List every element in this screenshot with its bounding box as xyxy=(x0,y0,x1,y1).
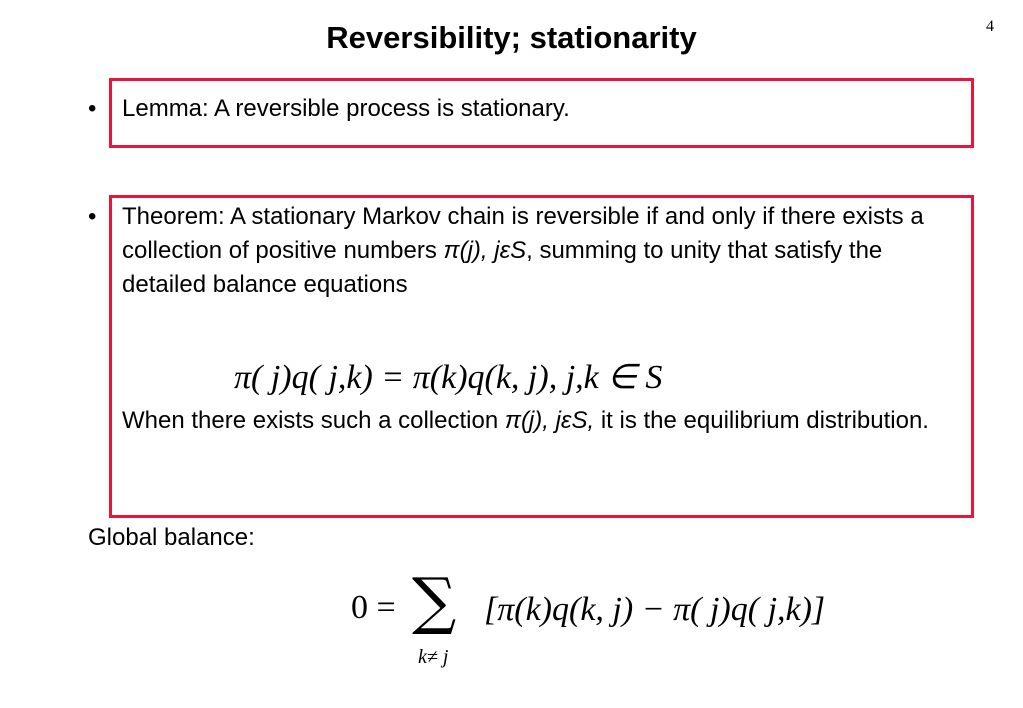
theorem-text-end: , summing to unity that satisfy the detailed balance equations xyxy=(122,237,883,298)
theorem-set-notation: π(j), jεS xyxy=(443,237,527,264)
lemma-text: Lemma: A reversible process is stationary. xyxy=(122,95,570,122)
sum-symbol: ∑ xyxy=(412,564,457,637)
sum-subscript: k≠ j xyxy=(418,646,449,668)
theorem-text-start: Theorem: A stationary Markov chain is reversible if and only if there exists a collection of positive numbers xyxy=(122,203,924,264)
detailed-balance-equation: π( j)q( j,k) = π(k)q(k, j), j,k ∈ S xyxy=(234,359,663,396)
note-set-notation: π(j), jεS, xyxy=(504,407,595,434)
bullet-theorem: • xyxy=(88,203,97,230)
sum-rhs: [π(k)q(k, j) − π( j)q( j,k)] xyxy=(484,591,826,628)
slide-title: Reversibility; stationarity xyxy=(326,20,697,55)
theorem-text xyxy=(122,200,970,302)
sum-lhs: 0 = xyxy=(351,589,396,626)
note-end: it is the equilibrium distribution. xyxy=(594,407,929,434)
equilibrium-note xyxy=(122,404,970,438)
bullet-lemma: • xyxy=(88,95,97,122)
global-balance-label: Global balance: xyxy=(88,524,255,551)
note-start: When there exists such a collection xyxy=(122,407,505,434)
page-number: 4 xyxy=(986,18,994,35)
